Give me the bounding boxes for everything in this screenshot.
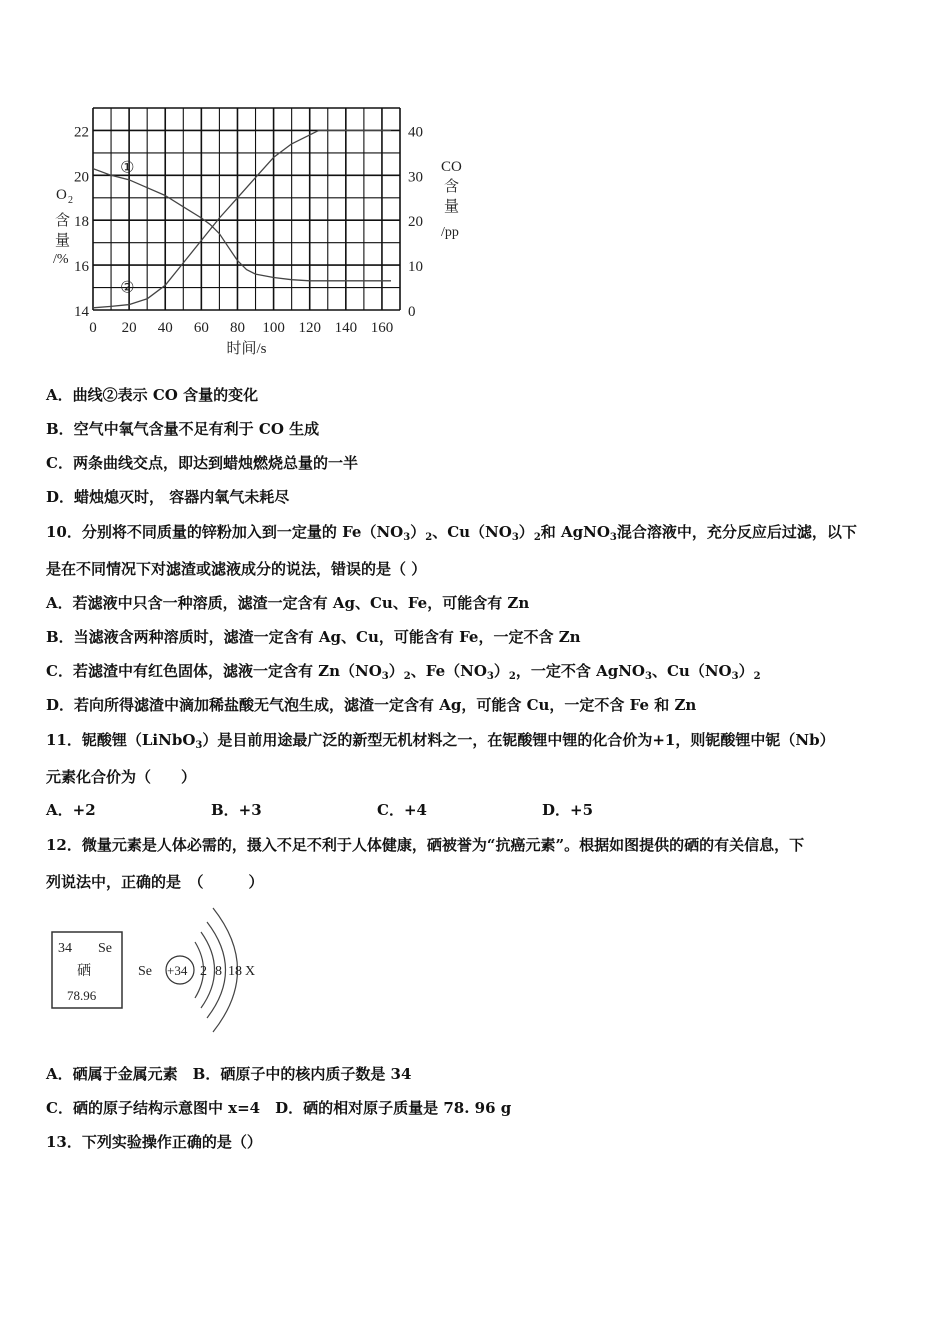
subscript: 2 xyxy=(508,671,516,682)
q11-option-a: A．+2 xyxy=(46,801,96,819)
shell-electrons-4: X xyxy=(245,964,256,979)
subscript: 3 xyxy=(381,671,389,682)
svg-text:20: 20 xyxy=(408,214,423,231)
nucleus-charge: +34 xyxy=(167,963,188,978)
svg-text:160: 160 xyxy=(370,320,394,336)
svg-text:时间/s: 时间/s xyxy=(226,341,267,357)
q10-text: ） xyxy=(518,523,534,541)
q10-text: 和 AgNO xyxy=(540,523,610,541)
q10-option-d: D．若向所得滤渣中滴加稀盐酸无气泡生成，滤渣一定含有 Ag，可能含 Cu，一定不含 Fe 和 Zn xyxy=(46,696,697,714)
q10-text: 10．分别将不同质量的锌粉加入到一定量的 Fe（NO xyxy=(46,523,404,541)
svg-text:30: 30 xyxy=(408,169,423,186)
q11-stem-line1 xyxy=(46,730,835,756)
svg-text:20: 20 xyxy=(121,320,137,336)
q12-stem-line1: 12．微量元素是人体必需的，摄入不足不利于人体健康，硒被誉为“抗癌元素”。根据如图提供的硒的有关信息，下 xyxy=(46,836,805,854)
q10-option-b: B．当滤液含两种溶质时，滤渣一定含有 Ag、Cu，可能含有 Fe，一定不含 Zn xyxy=(46,628,581,646)
svg-text:140: 140 xyxy=(334,320,358,336)
q10-text: 混合溶液中，充分反应后过滤，以下 xyxy=(616,523,857,541)
svg-text:10: 10 xyxy=(408,259,423,276)
q10-text: ） xyxy=(388,662,404,680)
svg-text:120: 120 xyxy=(298,320,321,336)
selenium-svg xyxy=(40,900,270,1040)
q10-text: 、Fe（NO xyxy=(410,662,487,680)
q9-option-b: B．空气中氧气含量不足有利于 CO 生成 xyxy=(46,420,320,438)
q10-text: 、Cu（NO xyxy=(651,662,732,680)
q9-option-a: A．曲线②表示 CO 含量的变化 xyxy=(46,386,259,404)
q12-options-line1: A．硒属于金属元素 B．硒原子中的核内质子数是 34 xyxy=(46,1065,412,1083)
element-name: 硒 xyxy=(77,964,91,979)
shell-electrons-1: 2 xyxy=(200,964,207,979)
svg-text:/pp: /pp xyxy=(441,225,459,240)
svg-text:18: 18 xyxy=(74,214,89,231)
svg-text:含: 含 xyxy=(55,213,71,229)
svg-text:0: 0 xyxy=(89,320,97,336)
svg-text:40: 40 xyxy=(157,320,173,336)
atom-symbol: Se xyxy=(138,964,152,979)
svg-text:O: O xyxy=(56,187,67,203)
svg-text:20: 20 xyxy=(74,169,89,186)
q12-options-line2: C．硒的原子结构示意图中 x=4 D．硒的相对原子质量是 78. 96 g xyxy=(46,1099,512,1117)
svg-text:2: 2 xyxy=(68,195,73,206)
subscript: 3 xyxy=(511,532,519,543)
svg-text:量: 量 xyxy=(444,199,460,215)
svg-text:CO: CO xyxy=(441,159,462,175)
selenium-figure xyxy=(40,900,270,1040)
svg-text:40: 40 xyxy=(408,124,423,141)
q11-option-c: C．+4 xyxy=(377,801,427,819)
q11-stem-line2: 元素化合价为（ ） xyxy=(46,768,197,786)
subscript: 2 xyxy=(425,532,433,543)
q11-option-b: B．+3 xyxy=(211,801,262,819)
svg-text:100: 100 xyxy=(262,320,285,336)
q11-text: ）是目前用途最广泛的新型无机材料之一，在铌酸锂中锂的化合价为+1，则铌酸锂中铌（Nb） xyxy=(202,731,835,749)
q10-stem-line1 xyxy=(46,522,857,548)
svg-text:②: ② xyxy=(120,279,135,297)
subscript: 3 xyxy=(486,671,494,682)
svg-text:0: 0 xyxy=(408,304,416,320)
q10-stem-line2: 是在不同情况下对滤渣或滤液成分的说法，错误的是（ ） xyxy=(46,560,427,578)
svg-text:16: 16 xyxy=(74,259,89,276)
subscript: 2 xyxy=(533,532,541,543)
subscript: 2 xyxy=(753,671,761,682)
q10-option-a: A．若滤液中只含一种溶质，滤渣一定含有 Ag、Cu、Fe，可能含有 Zn xyxy=(46,594,530,612)
svg-text:14: 14 xyxy=(74,304,89,320)
q9-option-d: D．蜡烛熄灭时， 容器内氧气未耗尽 xyxy=(46,488,290,506)
o2-co-line-chart xyxy=(40,95,480,365)
svg-text:含: 含 xyxy=(444,179,460,195)
chart-grid xyxy=(93,108,400,310)
q12-stem-line2: 列说法中，正确的是 （ ） xyxy=(46,873,264,891)
subscript: 2 xyxy=(403,671,411,682)
subscript: 3 xyxy=(645,671,652,682)
shell-electrons-3: 18 xyxy=(228,964,242,979)
svg-text:60: 60 xyxy=(193,320,209,336)
subscript: 3 xyxy=(609,532,617,543)
svg-text:/%: /% xyxy=(53,252,69,267)
atomic-number: 34 xyxy=(58,941,72,956)
q10-text: ，一定不含 AgNO xyxy=(515,662,645,680)
element-symbol: Se xyxy=(98,941,112,956)
q10-text: C．若滤渣中有红色固体，滤液一定含有 Zn（NO xyxy=(46,662,382,680)
svg-text:量: 量 xyxy=(55,233,71,249)
subscript: 3 xyxy=(195,740,203,751)
svg-text:22: 22 xyxy=(74,124,89,141)
q11-text: 11．铌酸锂（LiNbO xyxy=(46,731,196,749)
svg-text:80: 80 xyxy=(229,320,245,336)
q9-option-c: C．两条曲线交点，即达到蜡烛燃烧总量的一半 xyxy=(46,454,358,472)
q10-option-c xyxy=(46,661,761,687)
subscript: 3 xyxy=(731,671,739,682)
chart-svg xyxy=(40,95,480,365)
q13-stem: 13．下列实验操作正确的是（） xyxy=(46,1133,262,1151)
subscript: 3 xyxy=(403,532,411,543)
atomic-mass: 78.96 xyxy=(67,988,97,1003)
svg-text:①: ① xyxy=(120,159,135,177)
q11-option-d: D．+5 xyxy=(542,801,594,819)
q10-text: 、Cu（NO xyxy=(432,523,512,541)
q10-text: ） xyxy=(410,523,426,541)
q10-text: ） xyxy=(493,662,509,680)
shell-electrons-2: 8 xyxy=(215,964,222,979)
q10-text: ） xyxy=(738,662,754,680)
